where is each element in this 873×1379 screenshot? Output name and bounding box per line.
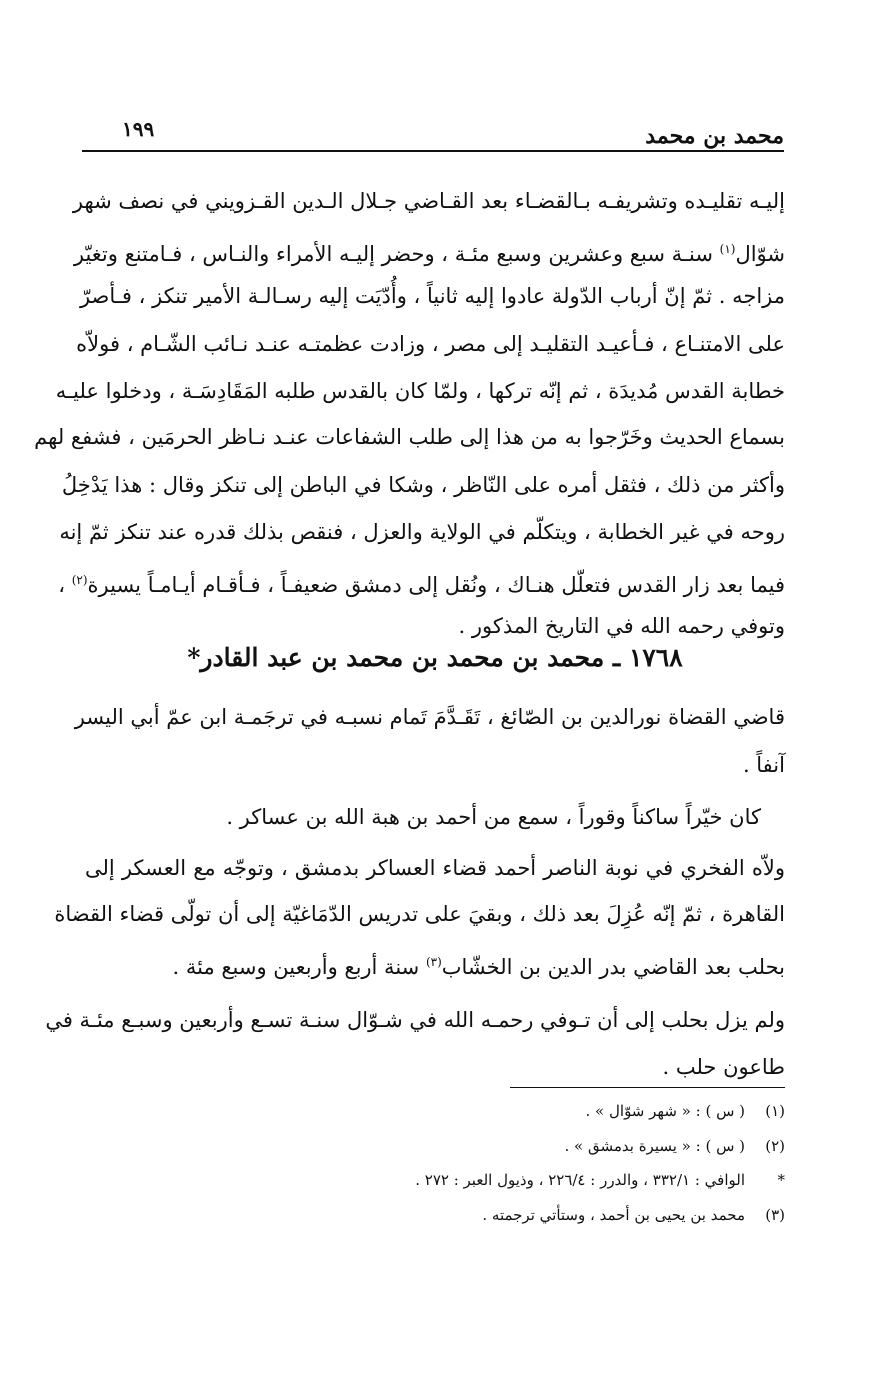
footnote: (٣)محمد بن يحيى بن أحمد ، وستأتي ترجمته .: [482, 1206, 785, 1224]
running-header: [82, 113, 784, 149]
text-line: خطابة القدس مُديدَة ، ثم إنّه تركها ، ولمّا كان بالقدس طلبه المَقَادِسَـة ، ودخلوا عليـه: [55, 379, 785, 403]
text-line: القاهرة ، ثمّ إنّه عُزِلَ بعد ذلك ، وبقيَ على تدريس الدّمَاغيّة إلى أن تولّى قضاء القضاة: [54, 902, 785, 926]
text-line: ولم يزل بحلب إلى أن تـوفي رحمـه الله في شـوّال سنـة تسـع وأربعين وسبـع مئـة في: [45, 1008, 785, 1032]
footnote-ref: (٢): [71, 573, 88, 587]
header-divider: [82, 150, 784, 152]
text-line: آنفاً .: [742, 753, 785, 777]
running-title: محمد بن محمد: [645, 123, 784, 149]
footnote-marker: (١): [765, 1102, 785, 1120]
text-line: شوّال$^{(١)}$ سنـة سبع وعشرين وسبع مئـة ، وحضر إليـه الأمراء والنـاس ، فـامتنع وتغيّر: [73, 242, 785, 266]
footnote-marker: (٢): [765, 1137, 785, 1155]
text-line: فيما بعد زار القدس فتعلّل هنـاك ، ونُقل إلى دمشق ضعيفـاً ، فـأقـام أيـامـاً يسيرة$^{(٢)}$ ،: [58, 573, 785, 597]
text-line: طاعون حلب .: [662, 1055, 785, 1079]
text-line: قاضي القضاة نورالدين بن الصّائغ ، تَقَـدَّمَ تَمام نسبـه في ترجَمـة ابن عمّ أبي اليسر: [74, 705, 785, 729]
text-line: وأكثر من ذلك ، فثقل أمره على النّاظر ، وشكا في الباطن إلى تنكز وقال : هذا يَدْخِلُ: [61, 473, 785, 497]
text-line: ولاّه الفخري في نوبة الناصر أحمد قضاء العساكر بدمشق ، وتوجّه مع العسكر إلى: [85, 856, 785, 880]
text-line: كان خيّراً ساكناً وقوراً ، سمع من أحمد بن هبة الله بن عساكر .: [226, 805, 761, 829]
footnote-ref: (٣): [425, 955, 442, 969]
footnote: *الوافي : ٣٣٢/١ ، والدرر : ٢٢٦/٤ ، وذيول العبر : ٢٧٢ .: [415, 1171, 785, 1189]
footnote-marker: *: [777, 1171, 785, 1189]
footnote-marker: (٣): [765, 1206, 785, 1224]
footnote-divider: [510, 1087, 785, 1088]
footnote: (١)( س ) : « شهر شوّال » .: [585, 1102, 785, 1120]
text-line: بحلب بعد القاضي بدر الدين بن الخشّاب$^{(٣)}$ سنة أربع وأربعين وسبع مئة .: [172, 955, 785, 979]
text-line: مزاجه . ثمّ إنّ أرباب الدّولة عادوا إليه ثانياً ، وأُدّيَت إليه رسـالـة الأمير تنكز ، فـأصرّ: [79, 284, 785, 308]
text-line: روحه في غير الخطابة ، ويتكلّم في الولاية والعزل ، فنقص بذلك قدره عند تنكز ثمّ إنه: [59, 520, 785, 544]
entry-heading: ١٧٦٨ ـ محمد بن محمد بن محمد بن عبد القادر*: [187, 643, 683, 672]
footnote-ref: (١): [719, 242, 736, 256]
page-number: ١٩٩: [122, 117, 155, 141]
text-line: على الامتنـاع ، فـأعيـد التقليـد إلى مصر ، وزادت عظمتـه عنـد نـائب الشّـام ، فولاّه: [76, 332, 785, 356]
text-line: إليـه تقليـده وتشريفـه بـالقضـاء بعد القـاضي جـلال الـدين القـزويني في نصف شهر: [72, 189, 785, 213]
text-line: بسماع الحديث وخَرّجوا به من هذا إلى طلب الشفاعات عنـد نـاظر الحرمَين ، فشفع لهم: [34, 425, 785, 449]
footnote: (٢)( س ) : « يسيرة بدمشق » .: [564, 1137, 785, 1155]
text-line: وتوفي رحمه الله في التاريخ المذكور .: [458, 614, 785, 638]
